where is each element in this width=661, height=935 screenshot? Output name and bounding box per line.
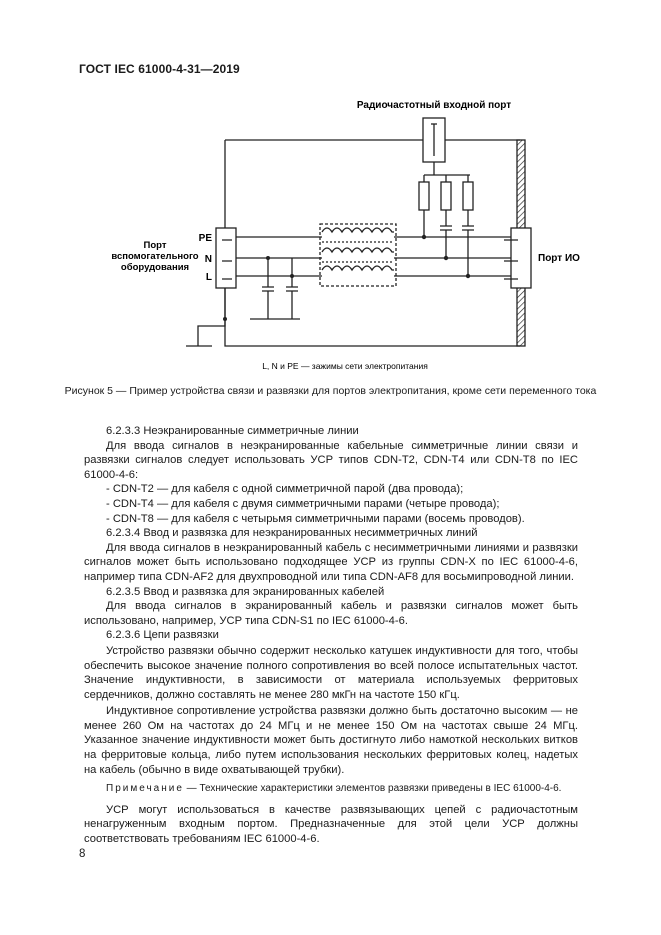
note-text: — Технические характеристики элементов развязки приведены в IEC 61000-4-6.	[183, 783, 562, 795]
note	[84, 782, 578, 797]
section-6236-paragraph-2: Индуктивное сопротивление устройства развязки должно быть достаточно высоким — не менее 260 Ом на частотах до 24 МГц и не менее 150 Ом на частотах свыше 24 МГц. Указанное значение индуктивности может быть достигнуто либо намоткой нескольких витков на ферритовые кольца, либо путем использования нескольких ферритовых колец, надетых на кабель (обычно в виде охватывающей трубки).	[84, 705, 578, 776]
section-6233-paragraph: Для ввода сигналов в неэкранированные кабельные симметричные линии связи и развязки сигналов следует использовать УСР типов CDN-T2, CDN-T4 или CDN-T8 по IEC 61000-4-6:	[84, 439, 578, 481]
aux-port-label-line3: оборудования	[120, 262, 190, 273]
enclosure-outline	[225, 140, 520, 346]
list-item: - CDN-T4 — для кабеля с двумя симметричными парами (четыре провода);	[106, 497, 500, 510]
list-item: - CDN-T2 — для кабеля с одной симметричной парой (два провода);	[106, 483, 464, 496]
terminal-l-label: L	[205, 272, 212, 283]
resistor-bank	[419, 175, 473, 237]
terminal-n-label: N	[204, 254, 212, 265]
document-header: ГОСТ IEC 61000-4-31—2019	[79, 62, 240, 76]
aux-port-label-line2: вспомогательного	[111, 251, 199, 262]
eut-port-label: Порт ИО	[538, 253, 580, 264]
decoupling-chokes	[320, 224, 396, 286]
body-text	[84, 424, 578, 847]
aux-port-label-line1: Порт	[143, 240, 167, 251]
coupling-capacitors	[440, 226, 474, 276]
section-6234-paragraph: Для ввода сигналов в неэкранированный кабель с несимметричными линиями и развязки сигналов может быть использовано подходящее УСР из группы CDN-X по IEC 61000-4-6, например типа CDN-AF2 для двухпроводной или типа CDN-AF8 для восьмипроводной линии.	[84, 541, 578, 583]
section-6235-title: 6.2.3.5 Ввод и развязка для экранированных кабелей	[106, 585, 385, 598]
section-6233-title: 6.2.3.3 Неэкранированные симметричные линии	[106, 425, 359, 437]
shunt-capacitors	[250, 258, 300, 319]
ground-lead	[198, 288, 225, 346]
section-6236-paragraph-1: Устройство развязки обычно содержит несколько катушек индуктивности для того, чтобы обеспечить высокое значение полного сопротивления во всей полосе испытательных частот. Значение индуктивности, в зависимости от материала используемых ферритовых сердечников, должно составлять не менее 280 мкГн на частоте 150 кГц.	[84, 644, 578, 701]
section-6235-paragraph: Для ввода сигналов в экранированный кабель и развязки сигналов может быть использовано, например, УСР типа CDN-S1 по IEC 61000-4-6.	[84, 600, 578, 627]
rf-port-label: Радиочастотный входной порт	[356, 100, 512, 111]
note-label: Примечание	[106, 783, 184, 795]
section-6236-title: 6.2.3.6 Цепи развязки	[106, 629, 219, 642]
figure-caption: Рисунок 5 — Пример устройства связи и развязки для портов электропитания, кроме сети переменного тока	[64, 385, 597, 397]
circuit-diagram	[0, 0, 661, 380]
figure-legend: L, N и PE — зажимы сети электропитания	[262, 361, 428, 371]
terminal-pe-label: PE	[198, 233, 212, 244]
final-paragraph: УСР могут использоваться в качестве развязывающих цепей с радиочастотным ненагруженным входным портом. Предназначенные для этой цели УСР должны соответствовать требованиям IEC 61000-4-6.	[84, 803, 578, 846]
page-number: 8	[79, 848, 86, 860]
list-item: - CDN-T8 — для кабеля с четырьмя симметричными парами (восемь проводов).	[106, 512, 525, 525]
section-6234-title: 6.2.3.4 Ввод и развязка для неэкранированных несимметричных линий	[106, 527, 478, 540]
